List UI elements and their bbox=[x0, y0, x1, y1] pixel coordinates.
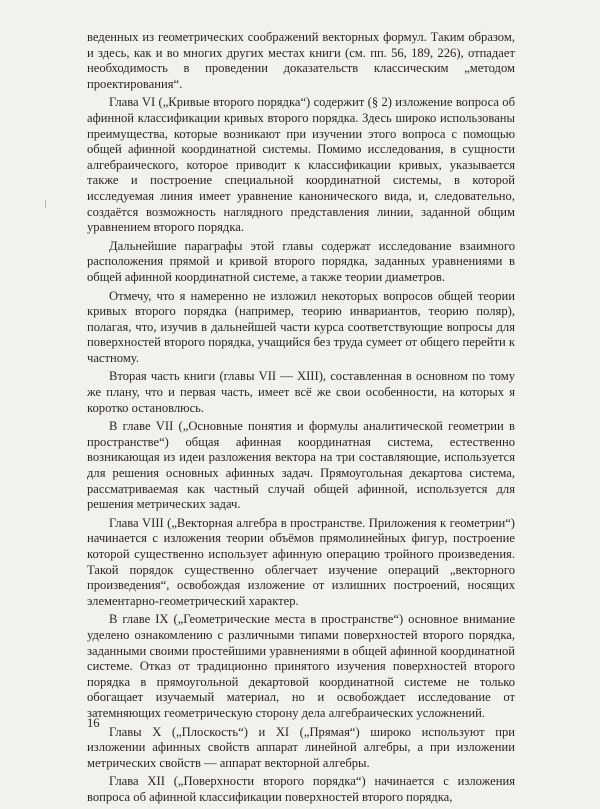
paragraph-chapter-6: Глава VI („Кривые второго порядка“) содержит (§ 2) изложение вопроса об афинной классификации кривых второго порядка. Здесь широко использованы преимущества, которые возникают при изучении этого вопроса с помощью общей афинной координатной системы. Помимо исследования, в сущности алгебраического, которое приводит к классификации кривых, указывается также и построение специальной координатной системы, в которой исследуемая линия имеет уравнение канонического вида, и, следовательно, создаётся возможность наглядного представления линии, заданной общим уравнением второго порядка. bbox=[87, 95, 515, 235]
margin-mark bbox=[45, 200, 46, 208]
paragraph-chapter-7: В главе VII („Основные понятия и формулы аналитической геометрии в пространстве“) общая афинная координатная система, естественно возникающая из идеи разложения вектора на три составляющие, используется для решения основных афинных задач. Прямоугольная декартова система, рассматриваемая как частный случай общей афинной, используется для решения метрических задач. bbox=[87, 419, 515, 512]
paragraph-chapter-9: В главе IX („Геометрические места в пространстве“) основное внимание уделено ознакомлению с различными типами поверхностей второго порядка, заданными своими простейшими уравнениями в общей афинной координатной системе. Отказ от традиционно принятого изучения поверхностей второго порядка в прямоугольной декартовой координатной системе не только обогащает изучаемый материал, но и освобождает исследование от затемняющих геометрическую сторону дела алгебраических усложнений. bbox=[87, 612, 515, 720]
paragraph-part-two: Вторая часть книги (главы VII — XIII), составленная в основном по тому же плану, что и первая часть, имеет всё же свои особенности, на которых я коротко остановлюсь. bbox=[87, 369, 515, 415]
paragraph-continuation: веденных из геометрических соображений векторных формул. Таким образом, и здесь, как и во многих других местах книги (см. пп. 56, 189, 226), отпадает необходимость в проведении доказательств классическим „методом проектирования“. bbox=[87, 30, 515, 91]
paragraph-further-sections: Дальнейшие параграфы этой главы содержат исследование взаимного расположения прямой и кривой второго порядка, заданных уравнениями в общей афинной координатной системе, а также теории диаметров. bbox=[87, 238, 515, 284]
page-text bbox=[87, 30, 515, 809]
paragraph-chapters-10-11: Главы X („Плоскость“) и XI („Прямая“) широко используют при изложении афинных свойств аппарат линейной алгебры, а при изложении метрических свойств — аппарат векторной алгебры. bbox=[87, 724, 515, 770]
paragraph-note: Отмечу, что я намеренно не изложил некоторых вопросов общей теории кривых второго порядка (например, теорию инвариантов, теорию поляр), полагая, что, изучив в дальнейшей части курса соответствующие вопросы для поверхностей второго порядка, учащийся без труда сумеет от общего перейти к частному. bbox=[87, 288, 515, 365]
page-number: 16 bbox=[87, 716, 100, 730]
paragraph-chapter-8: Глава VIII („Векторная алгебра в пространстве. Приложения к геометрии“) начинается с изложения теории объёмов прямолинейных фигур, построение которой существенно использует афинную операцию тройного произведения. Такой порядок существенно облегчает изучение операций „векторного произведения“, освобождая изложение от излишних построений, носящих элементарно-геометрический характер. bbox=[87, 515, 515, 608]
paragraph-chapter-12: Глава XII („Поверхности второго порядка“) начинается с изложения вопроса об афинной классификации поверхностей второго порядка, bbox=[87, 774, 515, 804]
